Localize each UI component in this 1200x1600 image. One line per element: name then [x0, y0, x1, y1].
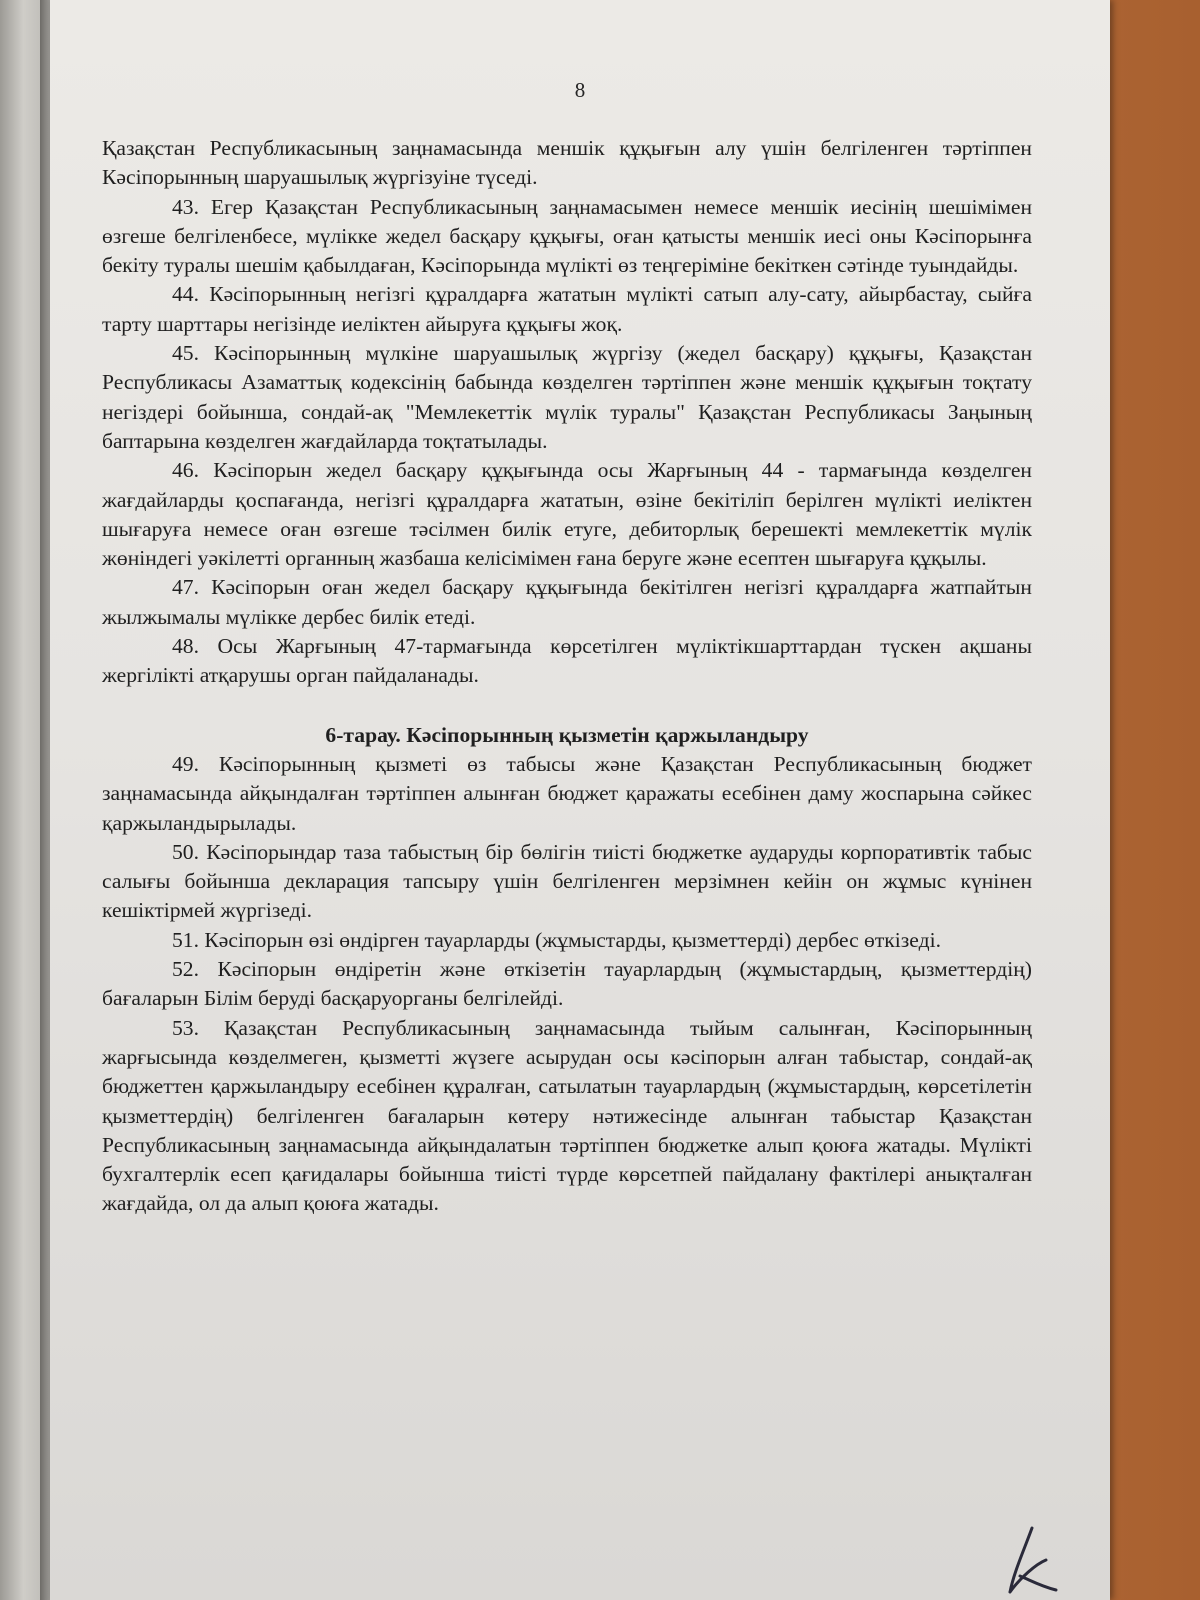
- paragraph: Қазақстан Республикасының заңнамасында меншік құқығын алу үшін белгіленген тәртіппен Кәсіпорынның шаруашылық жүргізуіне түседі.: [102, 136, 1032, 190]
- page-number: 8: [574, 78, 586, 102]
- paragraphs-after: [102, 750, 1032, 1219]
- paragraphs-before: [102, 134, 1032, 691]
- paragraph: 51. Кәсіпорын өзі өндірген тауарларды (жұмыстарды, қызметтерді) дербес өткізеді.: [172, 927, 941, 952]
- paragraph: 46. Кәсіпорын жедел басқару құқығында осы Жарғының 44 - тармағында көзделген жағдайларды қоспағанда, негізгі құралдарға жататын, өзіне бекітіліп берілген мүлікті иеліктен шығаруға немесе оған өзгеше тәсілмен билік етуге, дебиторлық берешекті мемлекеттік мүлік жөніндегі уәкілетті органның жазбаша келісімімен ғана беруге және есептен шығаруға құқылы.: [102, 458, 1032, 571]
- signature-mark: [980, 1520, 1060, 1600]
- paragraph: 52. Кәсіпорын өндіретін және өткізетін тауарлардың (жұмыстардың, қызметтердің) бағаларын Білім беруді басқаруорганы белгілейді.: [102, 957, 1032, 1011]
- document-page: [50, 0, 1110, 1600]
- paragraph: 53. Қазақстан Республикасының заңнамасында тыйым салынған, Кәсіпорынның жарғысында көзделмеген, қызметті жүзеге асырудан осы кәсіпорын алған табыстар, сондай-ақ бюджеттен қаржыландыру есебінен құралған, сатылатын тауарлардың (жұмыстардың, көрсетілетін қызметтердің) белгіленген бағаларын көтеру нәтижесінде алынған табыстар Қазақстан Республикасының заңнамасында айқындалатын тәртіппен бюджетке алып қоюға жатады. Мүлікті бухгалтерлік есеп қағидалары бойынша тиісті түрде көрсетпей пайдалану фактілері анықталған жағдайда, ол да алып қоюға жатады.: [102, 1015, 1032, 1216]
- paragraph: 50. Кәсіпорындар таза табыстың бір бөлігін тиісті бюджетке аударуды корпоративтік табыс салығы бойынша декларация тапсыру үшін белгіленген мерзімнен кейін он жұмыс күнінен кешіктірмей жүргізеді.: [102, 839, 1032, 923]
- paragraph: 47. Кәсіпорын оған жедел басқару құқығында бекітілген негізгі құралдарға жатпайтын жылжымалы мүлікке дербес билік етеді.: [102, 575, 1032, 629]
- paragraph: 48. Осы Жарғының 47-тармағында көрсетілген мүліктікшарттардан түскен ақшаны жергілікті атқарушы орган пайдаланады.: [102, 634, 1032, 688]
- paragraph: 45. Кәсіпорынның мүлкіне шаруашылық жүргізу (жедел басқару) құқығы, Қазақстан Республикасы Азаматтық кодексінің бабында көзделген тәртіппен және меншік құқығын тоқтату негіздері бойынша, сондай-ақ "Мемлекеттік мүлік туралы" Қазақстан Республикасы Заңының баптарына көзделген жағдайларда тоқтатылады.: [102, 341, 1032, 453]
- paragraph: 44. Кәсіпорынның негізгі құралдарға жататын мүлікті сатып алу-сату, айырбастау, сыйға тарту шарттары негізінде иеліктен айыруға құқығы жоқ.: [102, 282, 1032, 336]
- page-body: [102, 134, 1032, 1219]
- section-heading: 6-тарау. Кәсіпорынның қызметін қаржыландыру: [325, 722, 809, 747]
- paragraph: 43. Егер Қазақстан Республикасының заңнамасымен немесе меншік иесінің шешімімен өзгеше белгіленбесе, мүлікке жедел басқару құқығы, оған қатысты меншік иесі оны Кәсіпорынға бекіту туралы шешім қабылдаған, Кәсіпорында мүлікті өз теңгеріміне бекіткен сәтінде туындайды.: [102, 194, 1032, 278]
- paragraph: 49. Кәсіпорынның қызметі өз табысы және Қазақстан Республикасының бюджет заңнамасында айқындалған тәртіппен алынған бюджет қаражаты есебінен даму жоспарына сәйкес қаржыландырылады.: [102, 751, 1032, 835]
